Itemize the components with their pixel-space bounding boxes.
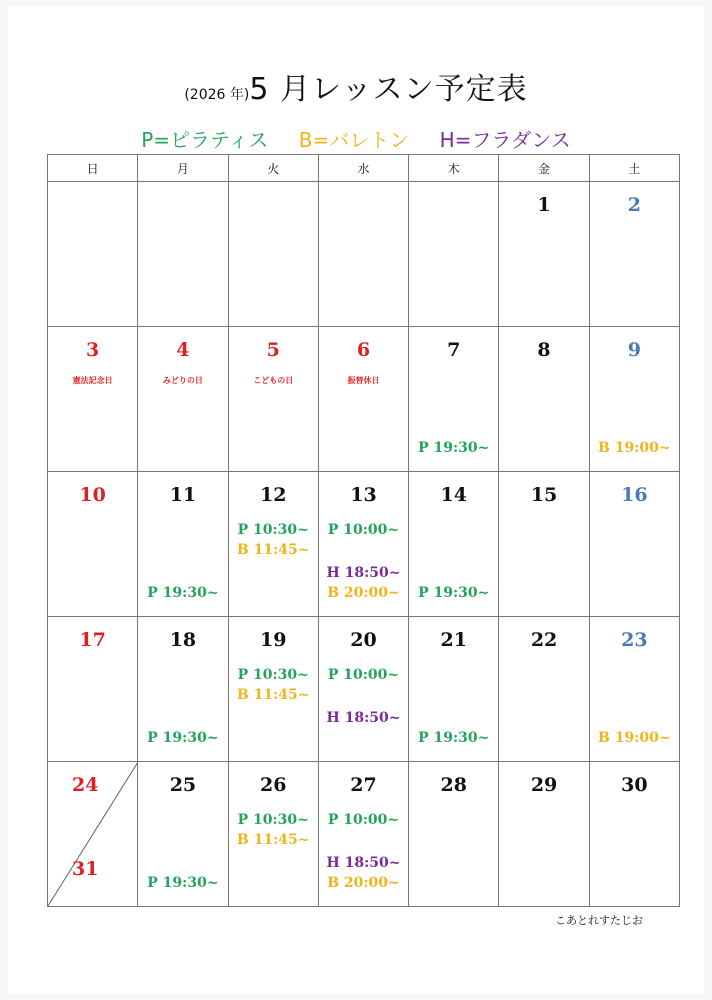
lesson-entry: P 10:30~ [237,812,309,828]
day-cell [48,617,138,762]
day-number: 27 [350,774,377,796]
day-number: 7 [447,339,461,361]
day-number: 4 [176,339,190,361]
day-cell [138,327,228,472]
weekday-thursday: 木 [409,155,499,182]
legend-hula: H=フラダンス [439,128,571,152]
day-cell [228,762,318,907]
calendar-grid [47,154,680,907]
holiday-label: 振替休日 [347,376,380,385]
day-number: 12 [259,484,287,506]
day-cell [318,617,408,762]
day-cell [409,182,499,327]
day-cell [138,472,228,617]
day-cell [318,762,408,907]
day-number: 15 [530,484,558,506]
title-year: (2026 年) [184,87,250,103]
day-cell [409,472,499,617]
studio-name: こあとれすたじお [555,914,643,927]
holiday-label: 憲法記念日 [72,376,113,385]
day-number: 19 [259,629,287,651]
lesson-entry: P 19:30~ [418,730,490,746]
day-cell [409,327,499,472]
day-number: 13 [350,484,377,506]
lesson-entry: P 10:00~ [327,812,400,828]
lesson-entry: B 11:45~ [236,832,310,848]
lesson-entry: P 19:30~ [418,585,490,601]
day-cell [138,617,228,762]
day-cell [318,182,408,327]
week-row [48,617,680,762]
day-number: 24 [72,774,99,796]
day-number: 14 [440,484,467,506]
day-cell [589,617,679,762]
calendar-body [48,182,680,907]
day-cell [589,327,679,472]
day-number: 9 [627,339,641,361]
day-number: 31 [72,858,99,880]
day-cell [499,327,589,472]
day-number: 25 [169,774,197,796]
lesson-entry: B 20:00~ [327,875,400,891]
weekday-friday: 金 [499,155,589,182]
weekday-monday: 月 [138,155,228,182]
day-number: 10 [79,484,106,506]
day-number: 17 [79,629,106,651]
week-row [48,762,680,907]
lesson-entry: H 18:50~ [326,710,401,726]
lesson-entry: B 11:45~ [236,542,310,558]
week-row [48,327,680,472]
weekday-wednesday: 水 [318,155,408,182]
day-number: 6 [356,339,371,361]
day-number: 21 [440,629,467,651]
lesson-entry: P 10:00~ [327,667,400,683]
week-row [48,182,680,327]
weekday-sunday: 日 [48,155,138,182]
holiday-label: みどりの日 [162,376,203,385]
day-number: 1 [537,194,551,216]
day-number: 30 [621,774,648,796]
week-row [48,472,680,617]
day-cell [228,472,318,617]
day-cell [499,182,589,327]
legend-barreton: B=バレトン [298,128,410,152]
day-number: 2 [627,194,641,216]
day-number: 8 [537,339,551,361]
lesson-entry: P 19:30~ [147,730,219,746]
lesson-entry: P 10:30~ [237,667,309,683]
day-cell [228,182,318,327]
day-cell [499,762,589,907]
weekday-header-row [48,155,680,182]
day-cell [48,327,138,472]
day-number: 18 [169,629,197,651]
day-number: 26 [259,774,287,796]
day-cell [589,472,679,617]
day-cell [138,762,228,907]
day-number: 20 [350,629,377,651]
lesson-entry: P 19:30~ [147,585,219,601]
day-cell [318,472,408,617]
day-number: 11 [169,484,197,506]
lesson-entry: P 10:30~ [237,522,309,538]
lesson-entry: H 18:50~ [326,565,401,581]
lesson-entry: P 19:30~ [418,440,490,456]
lesson-entry: B 11:45~ [236,687,310,703]
day-number: 3 [86,339,100,361]
day-number: 28 [440,774,467,796]
day-number: 16 [621,484,648,506]
lesson-entry: B 19:00~ [598,440,671,456]
lesson-entry: B 19:00~ [598,730,671,746]
day-number: 5 [266,339,280,361]
schedule-page [8,6,704,994]
day-cell [228,617,318,762]
lesson-entry: B 20:00~ [327,585,400,601]
lesson-entry: P 10:00~ [327,522,400,538]
legend-pilates: P=ピラティス [141,128,269,152]
day-cell [589,182,679,327]
day-cell [48,182,138,327]
day-cell [589,762,679,907]
day-number: 22 [530,629,558,651]
lesson-entry: H 18:50~ [326,855,401,871]
day-number: 23 [621,629,648,651]
title-main: 5 月レッスン予定表 [249,72,528,107]
day-cell [499,472,589,617]
day-cell [409,762,499,907]
day-cell [409,617,499,762]
weekday-saturday: 土 [589,155,679,182]
day-cell [318,327,408,472]
lesson-entry: P 19:30~ [147,875,219,891]
day-cell [48,472,138,617]
day-cell [48,762,138,907]
day-cell [228,327,318,472]
page-title [8,64,704,108]
lesson-legend [8,124,704,153]
weekday-tuesday: 火 [228,155,318,182]
day-cell [499,617,589,762]
day-number: 29 [530,774,558,796]
day-cell [138,182,228,327]
holiday-label: こどもの日 [253,376,294,385]
